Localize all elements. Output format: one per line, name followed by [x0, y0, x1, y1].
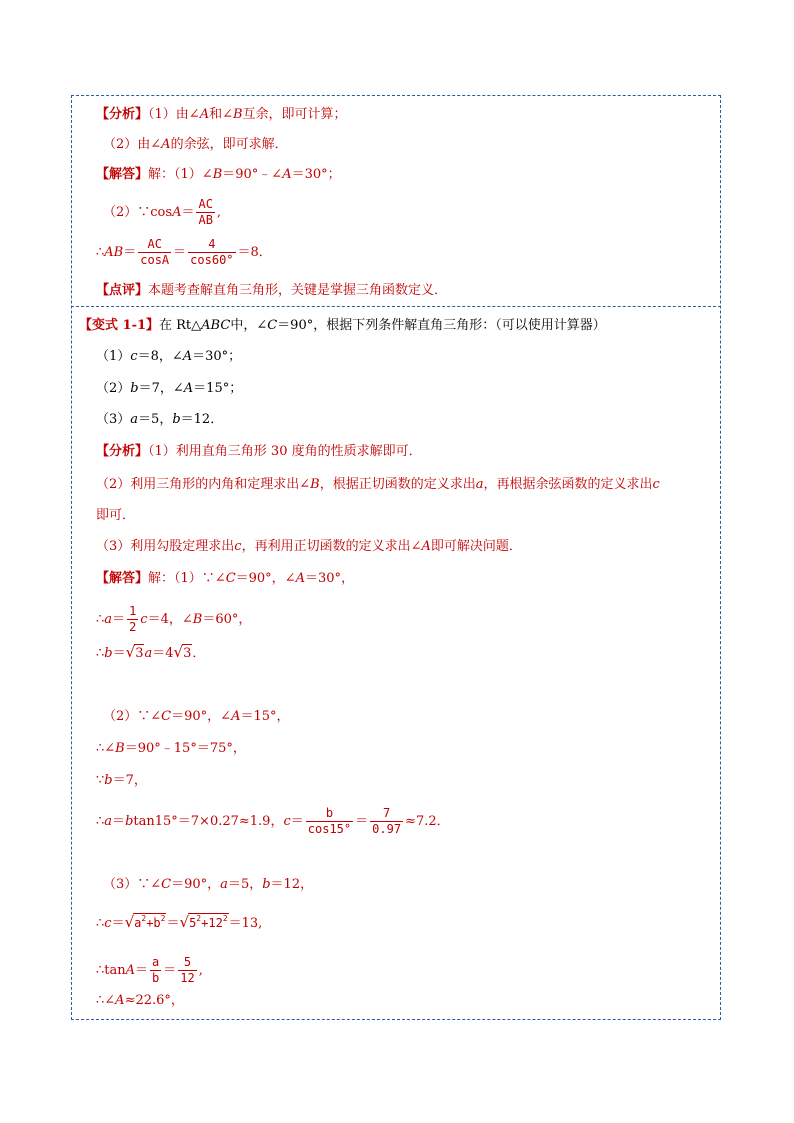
- numerator: AC: [138, 237, 171, 253]
- fraction: [188, 237, 235, 268]
- text: ,: [198, 963, 203, 978]
- text: ＝: [112, 814, 126, 829]
- text: 本题考查解直角三角形，关键是掌握三角函数定义．: [148, 283, 448, 298]
- text: ＝: [123, 245, 137, 260]
- var: B: [192, 612, 203, 627]
- text: ＝90°，∠: [235, 571, 296, 586]
- part3-line-4: [96, 992, 184, 1010]
- part3-line-2: [96, 913, 262, 933]
- text: ＝13,: [228, 916, 263, 931]
- comment-tag: 【点评】: [96, 283, 149, 298]
- text: ＝15°，: [240, 709, 290, 724]
- variant-analysis-3: [96, 538, 522, 556]
- condition-2: [96, 380, 242, 398]
- text: ∴: [96, 245, 105, 260]
- var: c: [283, 814, 291, 829]
- text: ＝90°﹣15°＝75°，: [124, 741, 246, 756]
- exponent: 2: [222, 914, 228, 923]
- text: （2）由∠: [103, 137, 162, 152]
- text: ＝: [173, 245, 187, 260]
- denominator: 0.97: [372, 822, 402, 836]
- condition-3: [96, 411, 223, 429]
- radicand: [188, 913, 229, 932]
- radicand: 3: [135, 646, 144, 661]
- text: （3）: [96, 412, 131, 427]
- text: ＝: [163, 963, 177, 978]
- part3-line-3: [96, 955, 203, 986]
- part1-line-1: [96, 570, 354, 588]
- text: （1）: [96, 349, 131, 364]
- numerator: b: [306, 806, 353, 822]
- condition-1: [96, 348, 241, 366]
- solution-tag: 【解答】: [96, 167, 149, 182]
- text: 解：（1）∠: [148, 167, 213, 182]
- solution-line-3: [96, 237, 272, 268]
- text: ＝15°；: [193, 381, 243, 396]
- denominator: b: [152, 971, 160, 985]
- var: b: [125, 814, 134, 829]
- numerator: 1: [129, 604, 137, 618]
- var: c: [130, 349, 138, 364]
- denominator: cos60°: [190, 253, 234, 267]
- solution-tag: 【解答】: [96, 571, 149, 586]
- text: ＝12，: [270, 877, 314, 892]
- section-divider: [71, 306, 721, 307]
- denominator: 2: [129, 620, 137, 634]
- text: ∴∠: [96, 993, 116, 1008]
- var: A: [183, 381, 194, 396]
- var-b: B: [212, 167, 223, 182]
- text: ＝4，∠: [147, 612, 193, 627]
- text: ＝7，∠: [138, 381, 184, 396]
- var: A: [182, 349, 193, 364]
- var: c: [140, 612, 148, 627]
- text: ．: [192, 646, 206, 661]
- text: ＝: [166, 916, 180, 931]
- text: 互余，即可计算；: [242, 107, 347, 122]
- text: 和∠: [209, 107, 233, 122]
- text: ＝: [135, 963, 149, 978]
- var: c: [104, 916, 112, 931]
- var: a: [104, 612, 113, 627]
- var: c: [234, 539, 242, 554]
- text: 解：（1）∵∠: [148, 571, 226, 586]
- part2-line-2: [96, 740, 246, 758]
- var: A: [295, 571, 305, 586]
- var: b: [172, 412, 181, 427]
- part1-line-2: [96, 604, 251, 635]
- analysis-line-1: [96, 106, 347, 124]
- fraction: [370, 806, 403, 837]
- denominator: cos15°: [307, 822, 352, 836]
- text: ＝: [181, 205, 195, 220]
- text: ＝90°，: [171, 877, 221, 892]
- sqrt-icon: √: [124, 913, 135, 931]
- text: （1）由∠: [148, 107, 200, 122]
- variant-question: [79, 317, 606, 335]
- text: 5: [189, 916, 197, 930]
- text: +12: [201, 916, 223, 930]
- text: ＝8，∠: [137, 349, 183, 364]
- numerator: 4: [188, 237, 235, 253]
- fraction: [150, 955, 161, 986]
- text: 在 Rt△: [159, 318, 202, 333]
- text: ＝5，: [227, 877, 263, 892]
- text: ∴: [96, 646, 105, 661]
- variant-analysis-2-cont: 即可．: [96, 508, 136, 523]
- text: ＝5，: [138, 412, 173, 427]
- solution-line-1: [96, 166, 341, 184]
- sqrt-icon: √: [125, 643, 136, 661]
- denominator: 12: [180, 971, 195, 985]
- text: ∴: [96, 814, 105, 829]
- text: ＝30°；: [291, 167, 341, 182]
- text: ＝: [112, 612, 126, 627]
- var: A: [115, 993, 125, 1008]
- var-b: B: [232, 107, 243, 122]
- text: （2）利用三角形的内角和定理求出∠: [96, 477, 311, 492]
- var: C: [225, 571, 236, 586]
- text: ，再利用正切函数的定义求出∠: [241, 539, 422, 554]
- variant-analysis-1: [96, 443, 422, 461]
- part2-line-4: [96, 806, 450, 837]
- numerator: 7: [370, 806, 403, 822]
- var-a: A: [172, 205, 182, 220]
- var: A: [231, 709, 241, 724]
- var: A: [421, 539, 431, 554]
- var: a: [144, 646, 153, 661]
- radicand: [133, 913, 166, 932]
- text: ＝60°，: [202, 612, 252, 627]
- exponent: 2: [196, 914, 202, 923]
- text: ＝: [355, 814, 369, 829]
- text: ,: [216, 205, 222, 220]
- exponent: 2: [160, 914, 166, 923]
- var: a: [475, 477, 484, 492]
- variant-tag: 【变式 1-1】: [79, 318, 160, 333]
- text: 中，∠: [230, 318, 268, 333]
- var: B: [310, 477, 320, 492]
- fraction: [138, 237, 171, 268]
- text: （3）∵∠: [103, 877, 162, 892]
- text: ＝4: [152, 646, 174, 661]
- text: 的余弦，即可求解．: [170, 137, 288, 152]
- text: ＝7，: [112, 773, 147, 788]
- sqrt-icon: √: [179, 913, 190, 931]
- text: ∴∠: [96, 741, 116, 756]
- text: 即可解决问题．: [430, 539, 522, 554]
- text: a: [134, 916, 142, 930]
- text: ＝12．: [180, 412, 224, 427]
- variant-analysis-2: [96, 476, 660, 494]
- var-ab: AB: [104, 245, 124, 260]
- text: ≈7.2．: [405, 814, 450, 829]
- analysis-tag: 【分析】: [96, 107, 149, 122]
- analysis-tag: 【分析】: [96, 444, 149, 459]
- var: b: [104, 773, 113, 788]
- var: C: [161, 877, 172, 892]
- numerator: a: [152, 955, 160, 969]
- var-a: A: [282, 167, 292, 182]
- var-abc: ABC: [201, 318, 231, 333]
- text: ∴: [96, 612, 105, 627]
- var-c: C: [267, 318, 278, 333]
- text: （3）利用勾股定理求出: [96, 539, 235, 554]
- text: （1）利用直角三角形 30 度角的性质求解即可．: [148, 444, 422, 459]
- text: ，再根据余弦函数的定义求出: [483, 477, 653, 492]
- text: ＝90°，根据下列条件解直角三角形：（可以使用计算器）: [277, 318, 606, 333]
- numerator: 5: [178, 955, 196, 971]
- sqrt-icon: √: [173, 643, 184, 661]
- text: （2）: [96, 381, 131, 396]
- text: ＝30°，: [304, 571, 355, 586]
- text: ＝: [111, 916, 125, 931]
- text: ∴: [96, 916, 105, 931]
- var: C: [161, 709, 172, 724]
- text: ＝90°﹣∠: [222, 167, 283, 182]
- text: ，根据正切函数的定义求出: [319, 477, 476, 492]
- part2-line-3: [96, 772, 147, 790]
- denominator: AB: [198, 213, 213, 227]
- fraction: [178, 955, 196, 986]
- var: a: [130, 412, 139, 427]
- text: ≈22.6°，: [124, 993, 184, 1008]
- part1-line-3: [96, 643, 205, 663]
- var-a: A: [199, 107, 210, 122]
- solution-line-2: [103, 197, 221, 228]
- text: ＝30°；: [192, 349, 242, 364]
- text: tan15°＝7×0.27≈1.9，: [133, 814, 284, 829]
- text: ＝90°，∠: [171, 709, 232, 724]
- var: b: [130, 381, 139, 396]
- fraction: [196, 197, 214, 228]
- analysis-line-2: [103, 136, 288, 154]
- fraction: [127, 604, 138, 635]
- fraction: [306, 806, 353, 837]
- var: b: [262, 877, 271, 892]
- comment-line: [96, 282, 447, 300]
- text: ∵: [96, 773, 105, 788]
- var: a: [104, 814, 113, 829]
- part2-line-1: [103, 708, 290, 726]
- var: A: [125, 963, 136, 978]
- text: ∴tan: [96, 963, 126, 978]
- radicand: 3: [183, 646, 192, 661]
- var: a: [220, 877, 228, 892]
- var: c: [652, 477, 660, 492]
- text: （2）∵∠: [103, 709, 162, 724]
- part3-line-1: [103, 876, 313, 894]
- exponent: 2: [141, 914, 147, 923]
- text: ＝: [290, 814, 304, 829]
- text: ＝: [112, 646, 126, 661]
- var: B: [115, 741, 125, 756]
- text: （2）∵cos: [103, 205, 173, 220]
- var-a: A: [161, 137, 171, 152]
- var: b: [104, 646, 113, 661]
- denominator: cosA: [140, 253, 170, 267]
- text: +b: [146, 916, 161, 930]
- text: ＝8．: [237, 245, 272, 260]
- numerator: AC: [198, 197, 213, 211]
